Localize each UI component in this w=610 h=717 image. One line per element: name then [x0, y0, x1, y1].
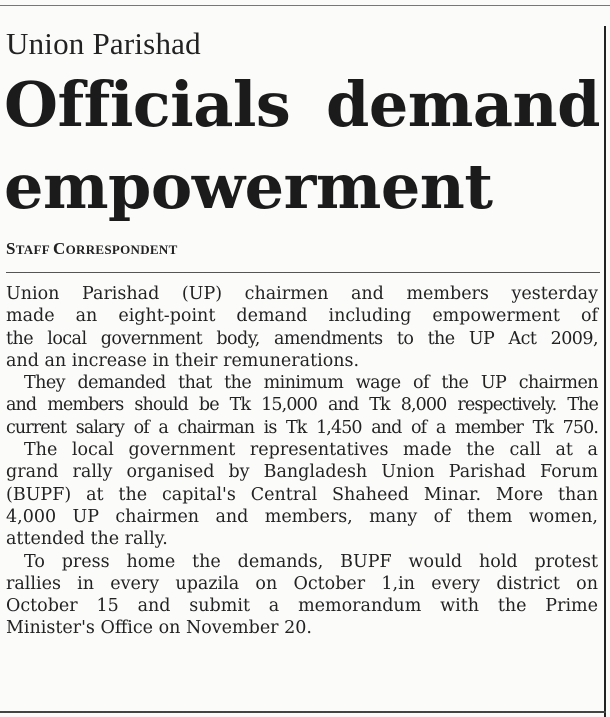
top-rule [0, 5, 610, 6]
body-line: (BUPF) at the capital's Central Shaheed Minar. More than [6, 484, 598, 505]
body-line: They demanded that the minimum wage of the UP chairmen [24, 373, 598, 394]
headline-line-2: empowerment [4, 150, 493, 223]
body-line: grand rally organised by Bangladesh Union Parishad Forum [6, 462, 598, 483]
body-line: Union Parishad (UP) chairmen and members yesterday [6, 284, 598, 304]
paragraph-3 [6, 439, 598, 550]
body-line: To press home the demands, BUPF would hold protest [24, 551, 598, 572]
paragraph-4 [6, 551, 598, 640]
body-line: current salary of a chairman is Tk 1,450 and of a member Tk 750. [6, 417, 598, 438]
right-rule [604, 26, 606, 717]
byline-part: C [53, 239, 66, 258]
byline-part: ORRESPONDENT [65, 242, 178, 257]
article-body [6, 283, 598, 640]
paragraph-1 [6, 283, 598, 372]
body-line: Minister's Office on November 20. [6, 618, 312, 639]
body-line: October 15 and submit a memorandum with the Prime [6, 596, 598, 617]
body-line: rallies in every upazila on October 1,in every district on [6, 573, 598, 594]
headline [4, 64, 600, 228]
body-line: 4,000 UP chairmen and members, many of them women, [6, 506, 598, 527]
body-line: the local government body, amendments to the UP Act 2009, [6, 328, 598, 349]
headline-line-1: Officials demand [4, 68, 600, 141]
body-line: The local government representatives made the call at a [24, 440, 598, 461]
body-line: attended the rally. [6, 529, 168, 550]
byline-part: S [6, 239, 16, 258]
byline-rule [6, 272, 600, 273]
body-line: made an eight-point demand including empowerment of [6, 306, 598, 327]
paragraph-2 [6, 372, 598, 439]
bottom-rule [0, 711, 606, 713]
byline-part: TAFF [15, 242, 54, 257]
byline [6, 239, 178, 260]
body-line: and members should be Tk 15,000 and Tk 8,000 respectively. The [6, 395, 598, 416]
section-kicker: Union Parishad [6, 26, 201, 61]
body-line: and an increase in their remunerations. [6, 350, 360, 371]
